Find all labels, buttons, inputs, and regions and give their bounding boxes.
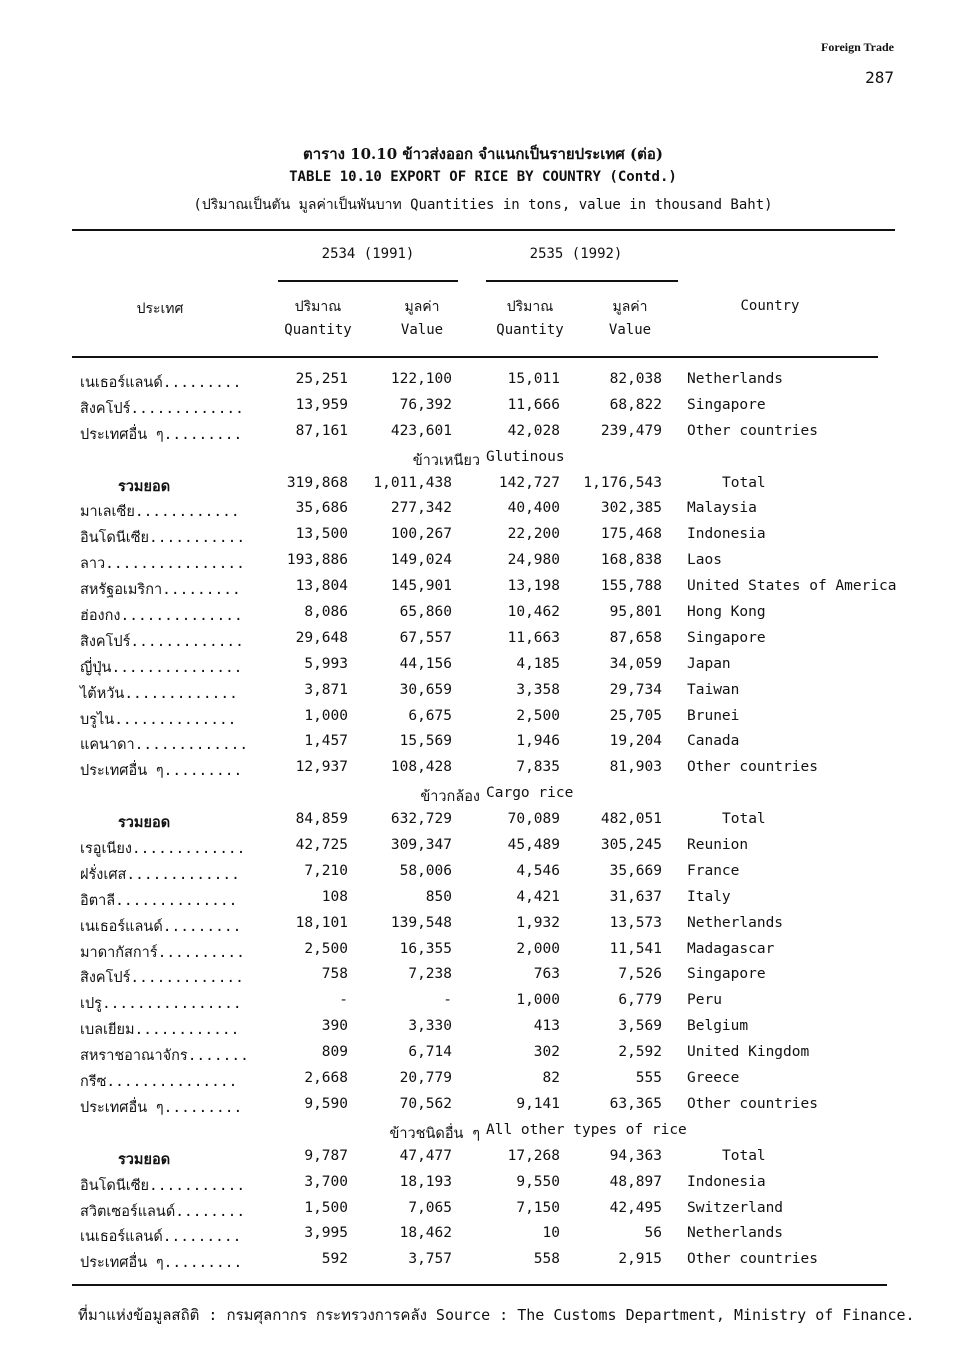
country-thai: ญี่ปุ่น............... xyxy=(80,659,243,676)
quantity-1991: 1,457 xyxy=(304,733,348,750)
value-1992: 2,592 xyxy=(618,1044,662,1061)
quantity-1991: 2,668 xyxy=(304,1070,348,1087)
country-english: Taiwan xyxy=(687,681,740,698)
quantity-1992: 82 xyxy=(542,1070,560,1087)
year-header-1992: 2535 (1992) xyxy=(529,246,623,262)
country-thai: ฮ่องกง.............. xyxy=(80,608,243,625)
quantity-1992: 9,141 xyxy=(516,1095,560,1112)
quantity-1991: 193,886 xyxy=(286,552,348,569)
source-footnote: ที่มาแห่งข้อมูลสถิติ : กรมศุลกากร กระทรวงการคลัง Source : The Customs Department, Ministry of Finance. xyxy=(78,1306,915,1324)
quantity-1991: 1,000 xyxy=(304,707,348,724)
value-1992: 6,779 xyxy=(618,992,662,1009)
country-thai: ประเทศอื่น ๆ......... xyxy=(80,1255,243,1272)
table-row xyxy=(0,552,966,578)
country-english: Indonesia xyxy=(687,1173,766,1190)
value-1992: 239,479 xyxy=(600,422,662,439)
quantity-1991: 18,101 xyxy=(295,914,348,931)
value-1992: 302,385 xyxy=(600,500,662,517)
quantity-1992: 10 xyxy=(542,1225,560,1242)
quantity-1992: 1,946 xyxy=(516,733,560,750)
value-1992: 168,838 xyxy=(600,552,662,569)
table-row xyxy=(0,733,966,759)
country-english: Peru xyxy=(687,992,722,1009)
value-1992: 11,541 xyxy=(609,940,662,957)
value-1992: 555 xyxy=(635,1070,662,1087)
country-english: Other countries xyxy=(687,422,818,439)
value-1991: 44,156 xyxy=(399,655,452,672)
table-row xyxy=(0,837,966,863)
table-row xyxy=(0,1018,966,1044)
country-thai: เนเธอร์แลนด์......... xyxy=(80,1229,242,1246)
country-english: Belgium xyxy=(687,1018,749,1035)
table-row xyxy=(0,397,966,423)
table-row xyxy=(0,1070,966,1096)
quantity-1992: 4,546 xyxy=(516,862,560,879)
section-label-thai: ข้าวชนิดอื่น ๆ xyxy=(389,1125,480,1142)
value-1992: 31,637 xyxy=(609,888,662,905)
value-1991: 108,428 xyxy=(390,759,452,776)
value-1992: 482,051 xyxy=(600,811,662,828)
country-english: Brunei xyxy=(687,707,740,724)
page-number: 287 xyxy=(865,68,894,87)
country-thai: รวมยอด xyxy=(118,815,171,832)
table-body xyxy=(0,371,966,1277)
header-bottom-rule xyxy=(72,356,878,358)
table-row xyxy=(0,1174,966,1200)
quantity-1991: 809 xyxy=(321,1044,348,1061)
value-1992: 19,204 xyxy=(609,733,662,750)
country-english: Reunion xyxy=(687,837,749,854)
table-row xyxy=(0,863,966,889)
country-thai: รวมยอด xyxy=(118,1151,171,1168)
country-english: United States of America xyxy=(687,578,897,595)
value-1991: 309,347 xyxy=(390,837,452,854)
table-row xyxy=(0,1251,966,1277)
quantity-1992: 11,666 xyxy=(507,396,560,413)
value-1991: 18,462 xyxy=(399,1225,452,1242)
section-label-thai: ข้าวเหนียว xyxy=(412,452,480,469)
quantity-1992: 2,000 xyxy=(516,940,560,957)
value-1991: 30,659 xyxy=(399,681,452,698)
section-label-english: Cargo rice xyxy=(486,785,574,802)
value-english-header-1992: Value xyxy=(608,322,652,338)
country-english: Other countries xyxy=(687,1095,818,1112)
table-title-thai: ตาราง 10.10 ข้าวส่งออก จำแนกเป็นรายประเทศ (ต่อ) xyxy=(302,145,663,163)
quantity-1992: 302 xyxy=(533,1044,560,1061)
table-row xyxy=(0,526,966,552)
table-row xyxy=(0,992,966,1018)
country-thai: แคนาดา............. xyxy=(80,737,249,754)
quantity-1991: 7,210 xyxy=(304,862,348,879)
value-1992: 56 xyxy=(644,1225,662,1242)
table-row xyxy=(0,500,966,526)
country-english: Total xyxy=(722,1147,766,1164)
table-row xyxy=(0,682,966,708)
value-1991: 277,342 xyxy=(390,500,452,517)
section-row xyxy=(0,1122,966,1148)
country-english: Greece xyxy=(687,1070,740,1087)
table-row xyxy=(0,604,966,630)
country-english: Singapore xyxy=(687,966,766,983)
value-1991: 139,548 xyxy=(390,914,452,931)
quantity-1991: 12,937 xyxy=(295,759,348,776)
quantity-1991: 35,686 xyxy=(295,500,348,517)
country-english: Italy xyxy=(687,888,731,905)
table-row xyxy=(0,915,966,941)
country-english: Total xyxy=(722,811,766,828)
country-thai: เนเธอร์แลนด์......... xyxy=(80,918,242,935)
country-thai: ลาว................ xyxy=(80,556,245,573)
quantity-1992: 24,980 xyxy=(507,552,560,569)
table-row xyxy=(0,1200,966,1226)
table-row xyxy=(0,941,966,967)
table-row xyxy=(0,708,966,734)
value-1991: 67,557 xyxy=(399,629,452,646)
value-1991: 145,901 xyxy=(390,578,452,595)
country-english: Japan xyxy=(687,655,731,672)
quantity-1991: 3,700 xyxy=(304,1173,348,1190)
value-1992: 175,468 xyxy=(600,526,662,543)
quantity-1991: 25,251 xyxy=(295,371,348,387)
quantity-1991: 13,500 xyxy=(295,526,348,543)
table-row xyxy=(0,630,966,656)
value-1992: 13,573 xyxy=(609,914,662,931)
quantity-1992: 558 xyxy=(533,1251,560,1268)
value-1991: 16,355 xyxy=(399,940,452,957)
value-1991: 850 xyxy=(425,888,452,905)
year-rule-1991 xyxy=(278,280,458,282)
value-english-header-1991: Value xyxy=(400,322,444,338)
value-1992: 68,822 xyxy=(609,396,662,413)
section-header: Foreign Trade xyxy=(821,40,894,54)
table-row xyxy=(0,371,966,397)
total-row xyxy=(0,811,966,837)
qty-english-header-1992: Quantity xyxy=(496,322,564,338)
quantity-1992: 45,489 xyxy=(507,837,560,854)
country-thai: ประเทศอื่น ๆ......... xyxy=(80,763,243,780)
quantity-1992: 22,200 xyxy=(507,526,560,543)
country-thai: สหรัฐอเมริกา......... xyxy=(80,582,241,599)
quantity-1992: 1,000 xyxy=(516,992,560,1009)
year-header-1991: 2534 (1991) xyxy=(321,246,415,262)
value-1991: 15,569 xyxy=(399,733,452,750)
quantity-1991: 9,590 xyxy=(304,1095,348,1112)
quantity-1992: 7,835 xyxy=(516,759,560,776)
country-thai: สิงคโปร์............. xyxy=(80,633,244,650)
value-1991: 149,024 xyxy=(390,552,452,569)
value-1991: 6,675 xyxy=(408,707,452,724)
country-thai: บรูไน.............. xyxy=(80,711,237,728)
table-row xyxy=(0,889,966,915)
section-label-english: All other types of rice xyxy=(486,1121,687,1138)
value-1992: 81,903 xyxy=(609,759,662,776)
value-1991: 7,065 xyxy=(408,1199,452,1216)
quantity-1991: 592 xyxy=(321,1251,348,1268)
value-1992: 155,788 xyxy=(600,578,662,595)
quantity-1992: 2,500 xyxy=(516,707,560,724)
quantity-1992: 10,462 xyxy=(507,604,560,621)
value-1991: 76,392 xyxy=(399,396,452,413)
country-thai: รวมยอด xyxy=(118,478,171,495)
quantity-1992: 3,358 xyxy=(516,681,560,698)
total-row xyxy=(0,475,966,501)
table-row xyxy=(0,759,966,785)
year-rule-1992 xyxy=(486,280,678,282)
section-label-english: Glutinous xyxy=(486,448,565,465)
country-thai: เรอูเนียง............. xyxy=(80,841,246,858)
quantity-1991: - xyxy=(339,992,348,1009)
country-english: Netherlands xyxy=(687,1225,784,1242)
country-english: Other countries xyxy=(687,759,818,776)
table-row xyxy=(0,966,966,992)
quantity-1992: 413 xyxy=(533,1018,560,1035)
quantity-1992: 763 xyxy=(533,966,560,983)
quantity-1991: 9,787 xyxy=(304,1147,348,1164)
table-row xyxy=(0,656,966,682)
value-1992: 82,038 xyxy=(609,371,662,387)
table-row xyxy=(0,1225,966,1251)
section-label-thai: ข้าวกล้อง xyxy=(420,789,480,806)
country-english: Madagascar xyxy=(687,940,775,957)
value-1991: 100,267 xyxy=(390,526,452,543)
country-thai: เปรู................ xyxy=(80,996,242,1013)
value-1991: 58,006 xyxy=(399,862,452,879)
country-english: Canada xyxy=(687,733,740,750)
country-english: Netherlands xyxy=(687,914,784,931)
value-1992: 29,734 xyxy=(609,681,662,698)
quantity-1992: 4,185 xyxy=(516,655,560,672)
country-english: United Kingdom xyxy=(687,1044,810,1061)
qty-thai-header-1991: ปริมาณ xyxy=(294,299,342,315)
country-english: Total xyxy=(722,474,766,491)
country-thai-header: ประเทศ xyxy=(136,301,184,317)
value-1991: 47,477 xyxy=(399,1147,452,1164)
value-1991: 423,601 xyxy=(390,422,452,439)
quantity-1991: 2,500 xyxy=(304,940,348,957)
country-english-header: Country xyxy=(740,298,800,314)
value-1992: 42,495 xyxy=(609,1199,662,1216)
value-1991: 6,714 xyxy=(408,1044,452,1061)
value-1991: 122,100 xyxy=(390,371,452,387)
value-1991: 20,779 xyxy=(399,1070,452,1087)
qty-thai-header-1992: ปริมาณ xyxy=(506,299,554,315)
country-thai: ไต้หวัน............. xyxy=(80,685,238,702)
value-1991: 3,330 xyxy=(408,1018,452,1035)
value-1992: 34,059 xyxy=(609,655,662,672)
country-thai: อินโดนีเซีย........... xyxy=(80,530,246,547)
quantity-1991: 13,959 xyxy=(295,396,348,413)
value-1992: 48,897 xyxy=(609,1173,662,1190)
quantity-1991: 42,725 xyxy=(295,837,348,854)
country-thai: เบลเยียม............ xyxy=(80,1022,240,1039)
quantity-1991: 29,648 xyxy=(295,629,348,646)
value-1991: 3,757 xyxy=(408,1251,452,1268)
value-thai-header-1992: มูลค่า xyxy=(612,299,648,315)
value-1992: 1,176,543 xyxy=(583,474,662,491)
quantity-1991: 87,161 xyxy=(295,422,348,439)
table-title-english: TABLE 10.10 EXPORT OF RICE BY COUNTRY (Contd.) xyxy=(289,169,677,185)
country-thai: ประเทศอื่น ๆ......... xyxy=(80,1099,243,1116)
quantity-1992: 40,400 xyxy=(507,500,560,517)
table-row xyxy=(0,1044,966,1070)
table-units-note: (ปริมาณเป็นตัน มูลค่าเป็นพันบาท Quantities in tons, value in thousand Baht) xyxy=(193,197,773,213)
country-thai: ประเทศอื่น ๆ......... xyxy=(80,426,243,443)
table-row xyxy=(0,423,966,449)
value-1992: 25,705 xyxy=(609,707,662,724)
quantity-1992: 15,011 xyxy=(507,371,560,387)
quantity-1992: 13,198 xyxy=(507,578,560,595)
value-1992: 305,245 xyxy=(600,837,662,854)
country-thai: สหราชอาณาจักร....... xyxy=(80,1048,249,1065)
quantity-1991: 8,086 xyxy=(304,604,348,621)
table-row xyxy=(0,1096,966,1122)
table-bottom-rule xyxy=(72,1284,887,1286)
country-thai: ฝรั่งเศส............. xyxy=(80,866,240,883)
quantity-1992: 1,932 xyxy=(516,914,560,931)
country-thai: อิตาลี.............. xyxy=(80,892,238,909)
value-1991: 65,860 xyxy=(399,604,452,621)
quantity-1991: 319,868 xyxy=(286,474,348,491)
value-1992: 35,669 xyxy=(609,862,662,879)
quantity-1991: 3,995 xyxy=(304,1225,348,1242)
country-english: Singapore xyxy=(687,629,766,646)
country-thai: สิงคโปร์............. xyxy=(80,400,244,417)
value-1991: 632,729 xyxy=(390,811,452,828)
quantity-1991: 1,500 xyxy=(304,1199,348,1216)
quantity-1991: 84,859 xyxy=(295,811,348,828)
value-1992: 95,801 xyxy=(609,604,662,621)
value-1992: 87,658 xyxy=(609,629,662,646)
country-english: Netherlands xyxy=(687,371,784,387)
quantity-1991: 3,871 xyxy=(304,681,348,698)
quantity-1992: 142,727 xyxy=(498,474,560,491)
quantity-1991: 5,993 xyxy=(304,655,348,672)
value-1992: 2,915 xyxy=(618,1251,662,1268)
country-thai: เนเธอร์แลนด์......... xyxy=(80,375,242,391)
country-thai: อินโดนีเซีย........... xyxy=(80,1177,246,1194)
value-thai-header-1991: มูลค่า xyxy=(404,299,440,315)
quantity-1992: 11,663 xyxy=(507,629,560,646)
section-row xyxy=(0,785,966,811)
quantity-1992: 9,550 xyxy=(516,1173,560,1190)
value-1992: 7,526 xyxy=(618,966,662,983)
quantity-1992: 70,089 xyxy=(507,811,560,828)
value-1992: 63,365 xyxy=(609,1095,662,1112)
country-english: Malaysia xyxy=(687,500,757,517)
quantity-1991: 13,804 xyxy=(295,578,348,595)
quantity-1992: 17,268 xyxy=(507,1147,560,1164)
country-thai: กรีซ............... xyxy=(80,1074,238,1091)
quantity-1991: 108 xyxy=(321,888,348,905)
total-row xyxy=(0,1148,966,1174)
country-thai: มาเลเซีย............ xyxy=(80,504,240,521)
country-english: Hong Kong xyxy=(687,604,766,621)
value-1991: 70,562 xyxy=(399,1095,452,1112)
country-english: Singapore xyxy=(687,396,766,413)
value-1992: 3,569 xyxy=(618,1018,662,1035)
table-top-rule xyxy=(72,229,895,231)
country-english: Laos xyxy=(687,552,722,569)
country-thai: มาดากัสการ์.......... xyxy=(80,944,245,961)
country-thai: สวิตเซอร์แลนด์........ xyxy=(80,1203,246,1220)
value-1991: 7,238 xyxy=(408,966,452,983)
country-english: Indonesia xyxy=(687,526,766,543)
value-1991: 18,193 xyxy=(399,1173,452,1190)
qty-english-header-1991: Quantity xyxy=(284,322,352,338)
country-english: Switzerland xyxy=(687,1199,784,1216)
value-1991: - xyxy=(443,992,452,1009)
country-english: France xyxy=(687,862,740,879)
quantity-1991: 758 xyxy=(321,966,348,983)
quantity-1992: 42,028 xyxy=(507,422,560,439)
value-1991: 1,011,438 xyxy=(373,474,452,491)
country-english: Other countries xyxy=(687,1251,818,1268)
quantity-1991: 390 xyxy=(321,1018,348,1035)
quantity-1992: 7,150 xyxy=(516,1199,560,1216)
table-row xyxy=(0,578,966,604)
section-row xyxy=(0,449,966,475)
quantity-1992: 4,421 xyxy=(516,888,560,905)
value-1992: 94,363 xyxy=(609,1147,662,1164)
country-thai: สิงคโปร์............. xyxy=(80,970,244,987)
